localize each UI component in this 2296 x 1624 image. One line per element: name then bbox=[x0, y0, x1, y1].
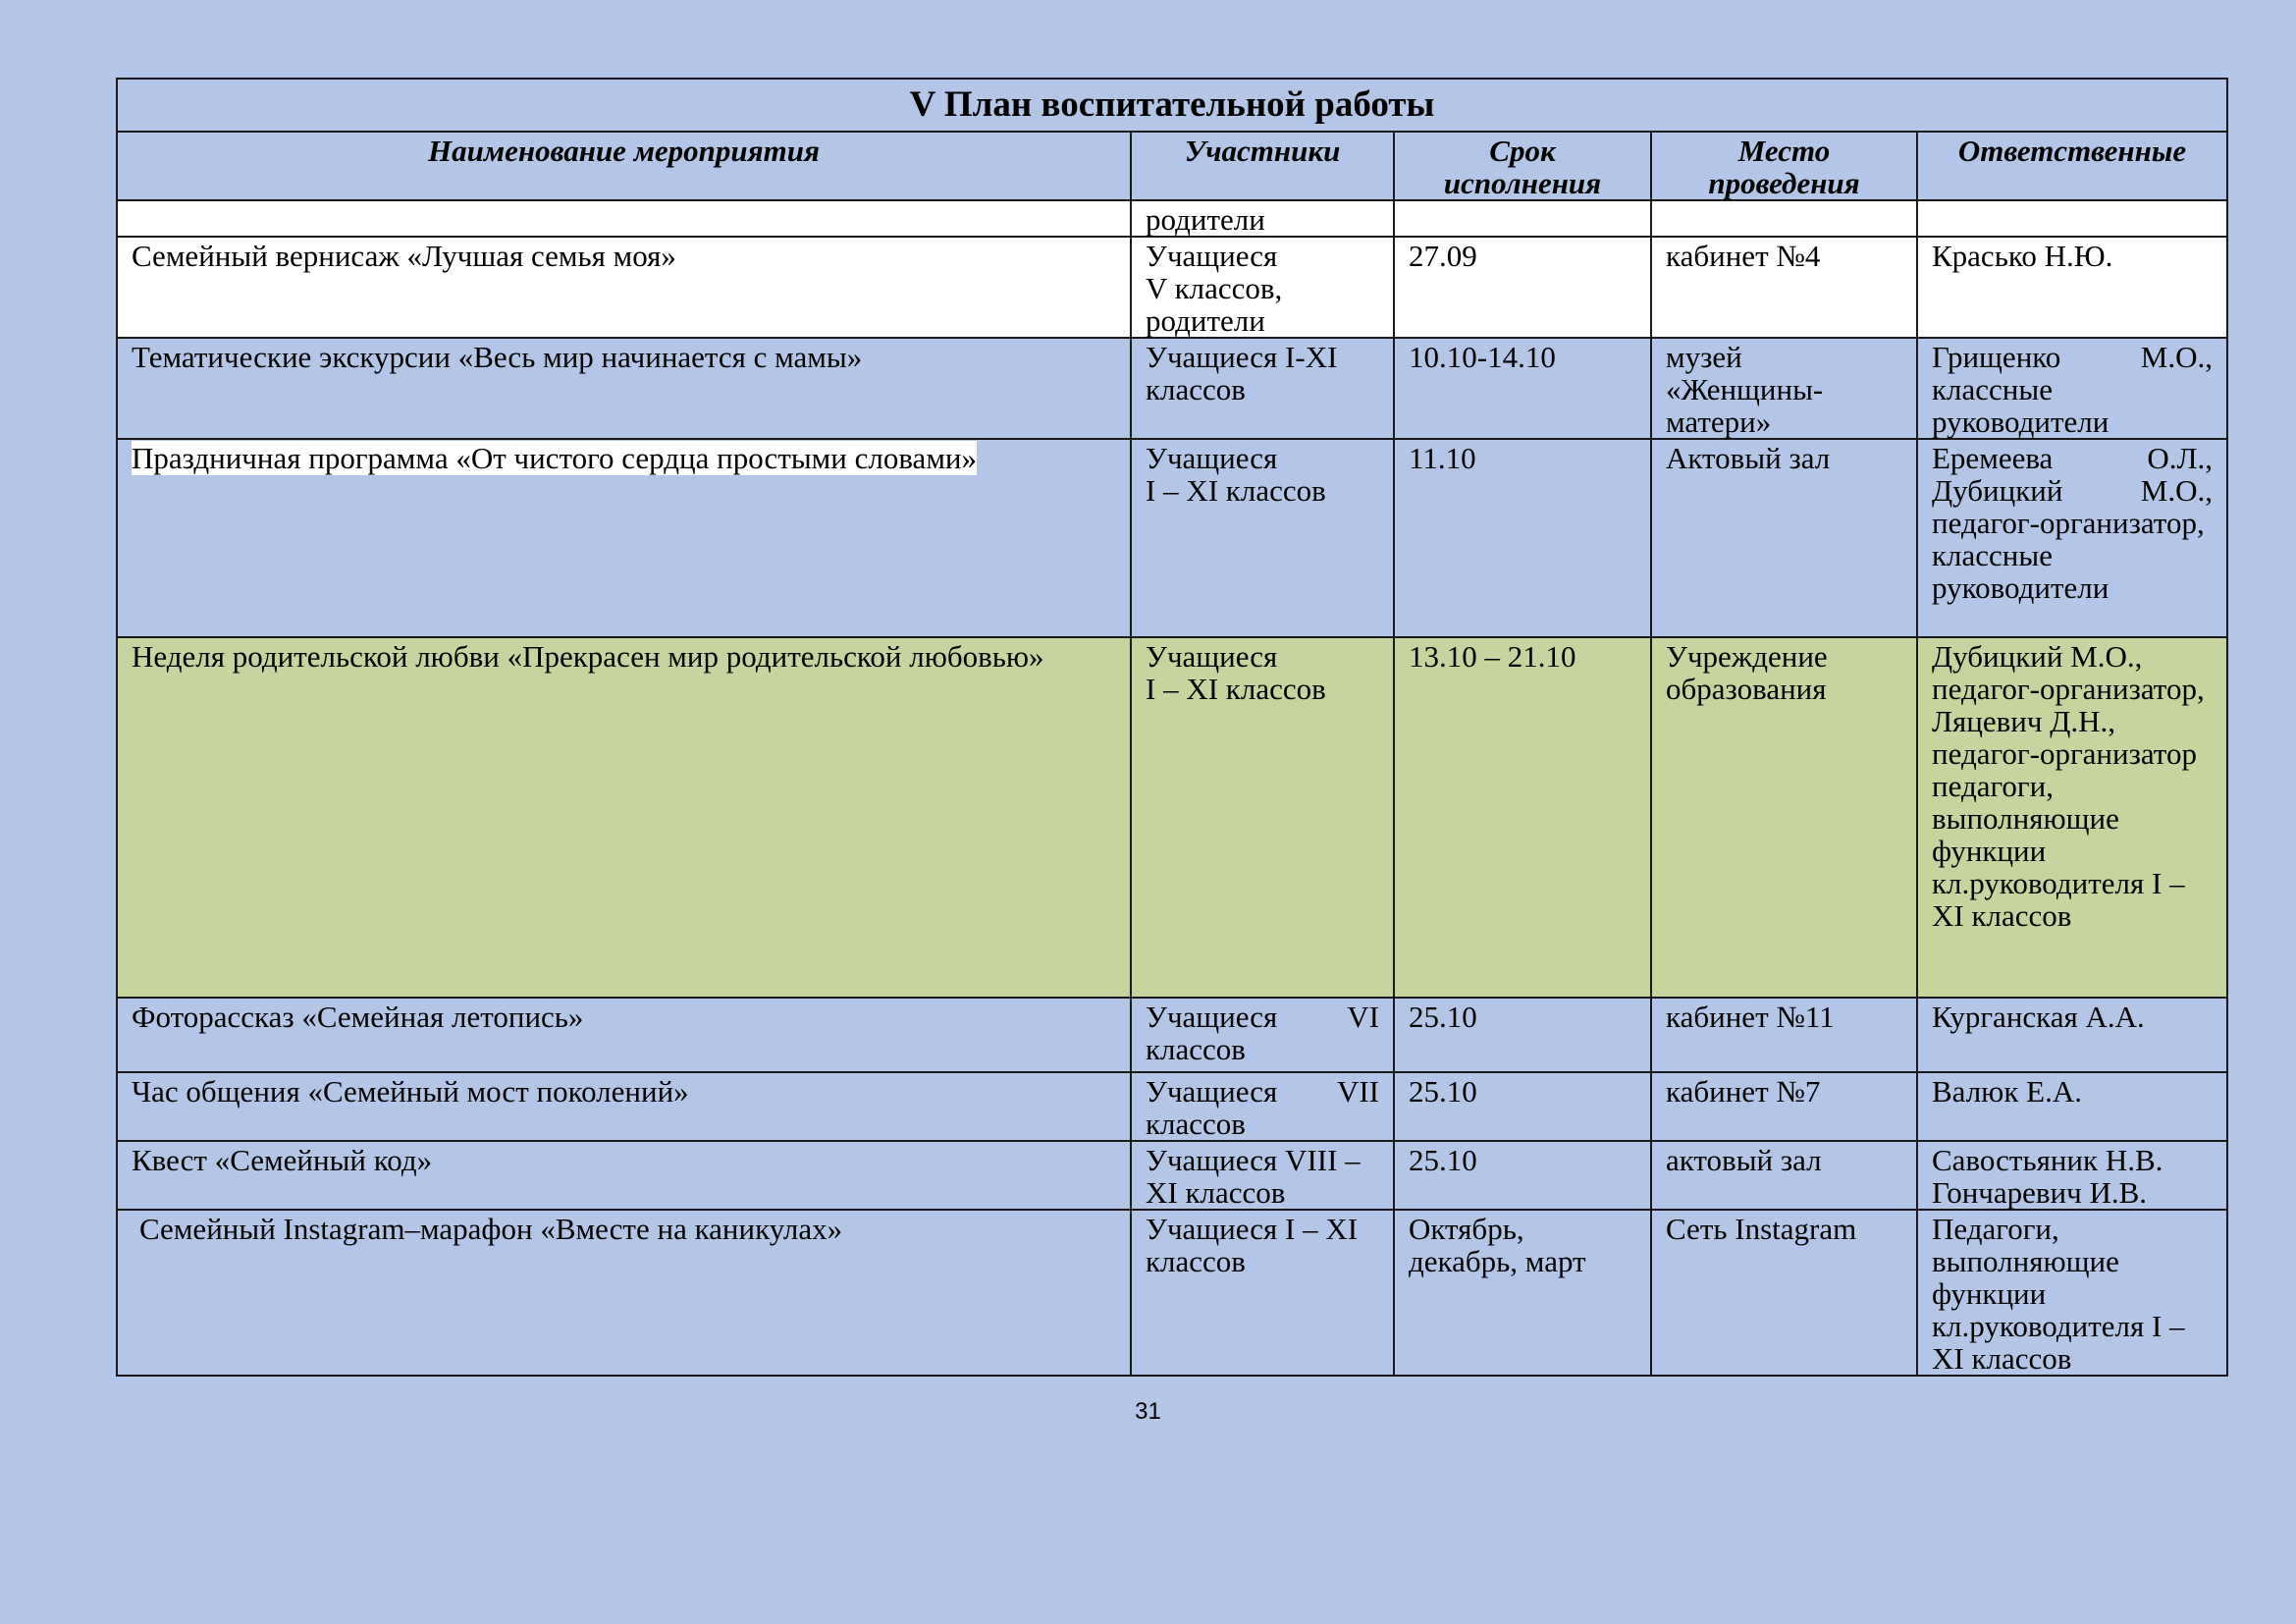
table-row bbox=[117, 237, 2227, 338]
highlighted-name: Праздничная программа «От чистого сердца простыми словами» bbox=[132, 441, 978, 475]
cell-responsible: Курганская А.А. bbox=[1917, 998, 2227, 1072]
cell-name bbox=[117, 439, 1131, 637]
cell-responsible bbox=[1917, 200, 2227, 237]
table-row bbox=[117, 1210, 2227, 1376]
title-row bbox=[117, 79, 2227, 132]
cell-responsible: Красько Н.Ю. bbox=[1917, 237, 2227, 338]
table-row bbox=[117, 1072, 2227, 1141]
cell-term: 25.10 bbox=[1394, 1141, 1651, 1210]
header-place: Место проведения bbox=[1651, 132, 1917, 200]
cell-term: 10.10-14.10 bbox=[1394, 338, 1651, 439]
cell-participants: Учащиеся VII классов bbox=[1131, 1072, 1394, 1141]
table-row bbox=[117, 998, 2227, 1072]
cell-place bbox=[1651, 200, 1917, 237]
cell-term: 25.10 bbox=[1394, 998, 1651, 1072]
cell-participants: Учащиеся I – XI классов bbox=[1131, 637, 1394, 998]
cell-participants: Учащиеся VI классов bbox=[1131, 998, 1394, 1072]
cell-name: Фоторассказ «Семейная летопись» bbox=[117, 998, 1131, 1072]
cell-participants: Учащиеся I – XI классов bbox=[1131, 439, 1394, 637]
header-row bbox=[117, 132, 2227, 200]
table-row bbox=[117, 637, 2227, 998]
header-participants: Участники bbox=[1131, 132, 1394, 200]
cell-responsible: Еремеева О.Л., Дубицкий М.О., педагог-организатор, классные руководители bbox=[1917, 439, 2227, 637]
header-term: Срок исполнения bbox=[1394, 132, 1651, 200]
cell-participants: Учащиеся VIII – XI классов bbox=[1131, 1141, 1394, 1210]
cell-responsible: Дубицкий М.О., педагог-организатор, Ляцевич Д.Н., педагог-организатор педагоги, выполняющие функции кл.руководителя I – XI классов bbox=[1917, 637, 2227, 998]
cell-name: Семейный Instagram–марафон «Вместе на каникулах» bbox=[117, 1210, 1131, 1376]
cell-term: Октябрь, декабрь, март bbox=[1394, 1210, 1651, 1376]
cell-participants: Учащиеся I-XI классов bbox=[1131, 338, 1394, 439]
plan-table bbox=[116, 78, 2228, 1377]
cell-place: Актовый зал bbox=[1651, 439, 1917, 637]
cell-place: Сеть Instagram bbox=[1651, 1210, 1917, 1376]
cell-place: кабинет №11 bbox=[1651, 998, 1917, 1072]
cell-term bbox=[1394, 200, 1651, 237]
cell-name: Семейный вернисаж «Лучшая семья моя» bbox=[117, 237, 1131, 338]
cell-term: 11.10 bbox=[1394, 439, 1651, 637]
cell-participants: Учащиеся I – XI классов bbox=[1131, 1210, 1394, 1376]
cell-term: 27.09 bbox=[1394, 237, 1651, 338]
cell-term: 25.10 bbox=[1394, 1072, 1651, 1141]
cell-responsible: Педагоги, выполняющие функции кл.руководителя I – XI классов bbox=[1917, 1210, 2227, 1376]
page-number: 31 bbox=[1135, 1398, 1161, 1425]
cell-name: Тематические экскурсии «Весь мир начинается с мамы» bbox=[117, 338, 1131, 439]
cell-responsible: Савостьяник Н.В. Гончаревич И.В. bbox=[1917, 1141, 2227, 1210]
cell-place: музей «Женщины-матери» bbox=[1651, 338, 1917, 439]
table-title: V План воспитательной работы bbox=[117, 79, 2227, 132]
cell-place: Учреждение образования bbox=[1651, 637, 1917, 998]
header-name: Наименование мероприятия bbox=[117, 132, 1131, 200]
cell-participants: родители bbox=[1131, 200, 1394, 237]
cell-name: Час общения «Семейный мост поколений» bbox=[117, 1072, 1131, 1141]
cell-participants: Учащиеся V классов, родители bbox=[1131, 237, 1394, 338]
cell-responsible: Валюк Е.А. bbox=[1917, 1072, 2227, 1141]
cell-responsible: Грищенко М.О., классные руководители bbox=[1917, 338, 2227, 439]
table-row bbox=[117, 338, 2227, 439]
cell-place: кабинет №4 bbox=[1651, 237, 1917, 338]
table-row bbox=[117, 439, 2227, 637]
cell-place: кабинет №7 bbox=[1651, 1072, 1917, 1141]
table-row bbox=[117, 200, 2227, 237]
cell-name bbox=[117, 200, 1131, 237]
cell-term: 13.10 – 21.10 bbox=[1394, 637, 1651, 998]
header-responsible: Ответственные bbox=[1917, 132, 2227, 200]
cell-name: Квест «Семейный код» bbox=[117, 1141, 1131, 1210]
cell-name: Неделя родительской любви «Прекрасен мир родительской любовью» bbox=[117, 637, 1131, 998]
table-row bbox=[117, 1141, 2227, 1210]
cell-place: актовый зал bbox=[1651, 1141, 1917, 1210]
